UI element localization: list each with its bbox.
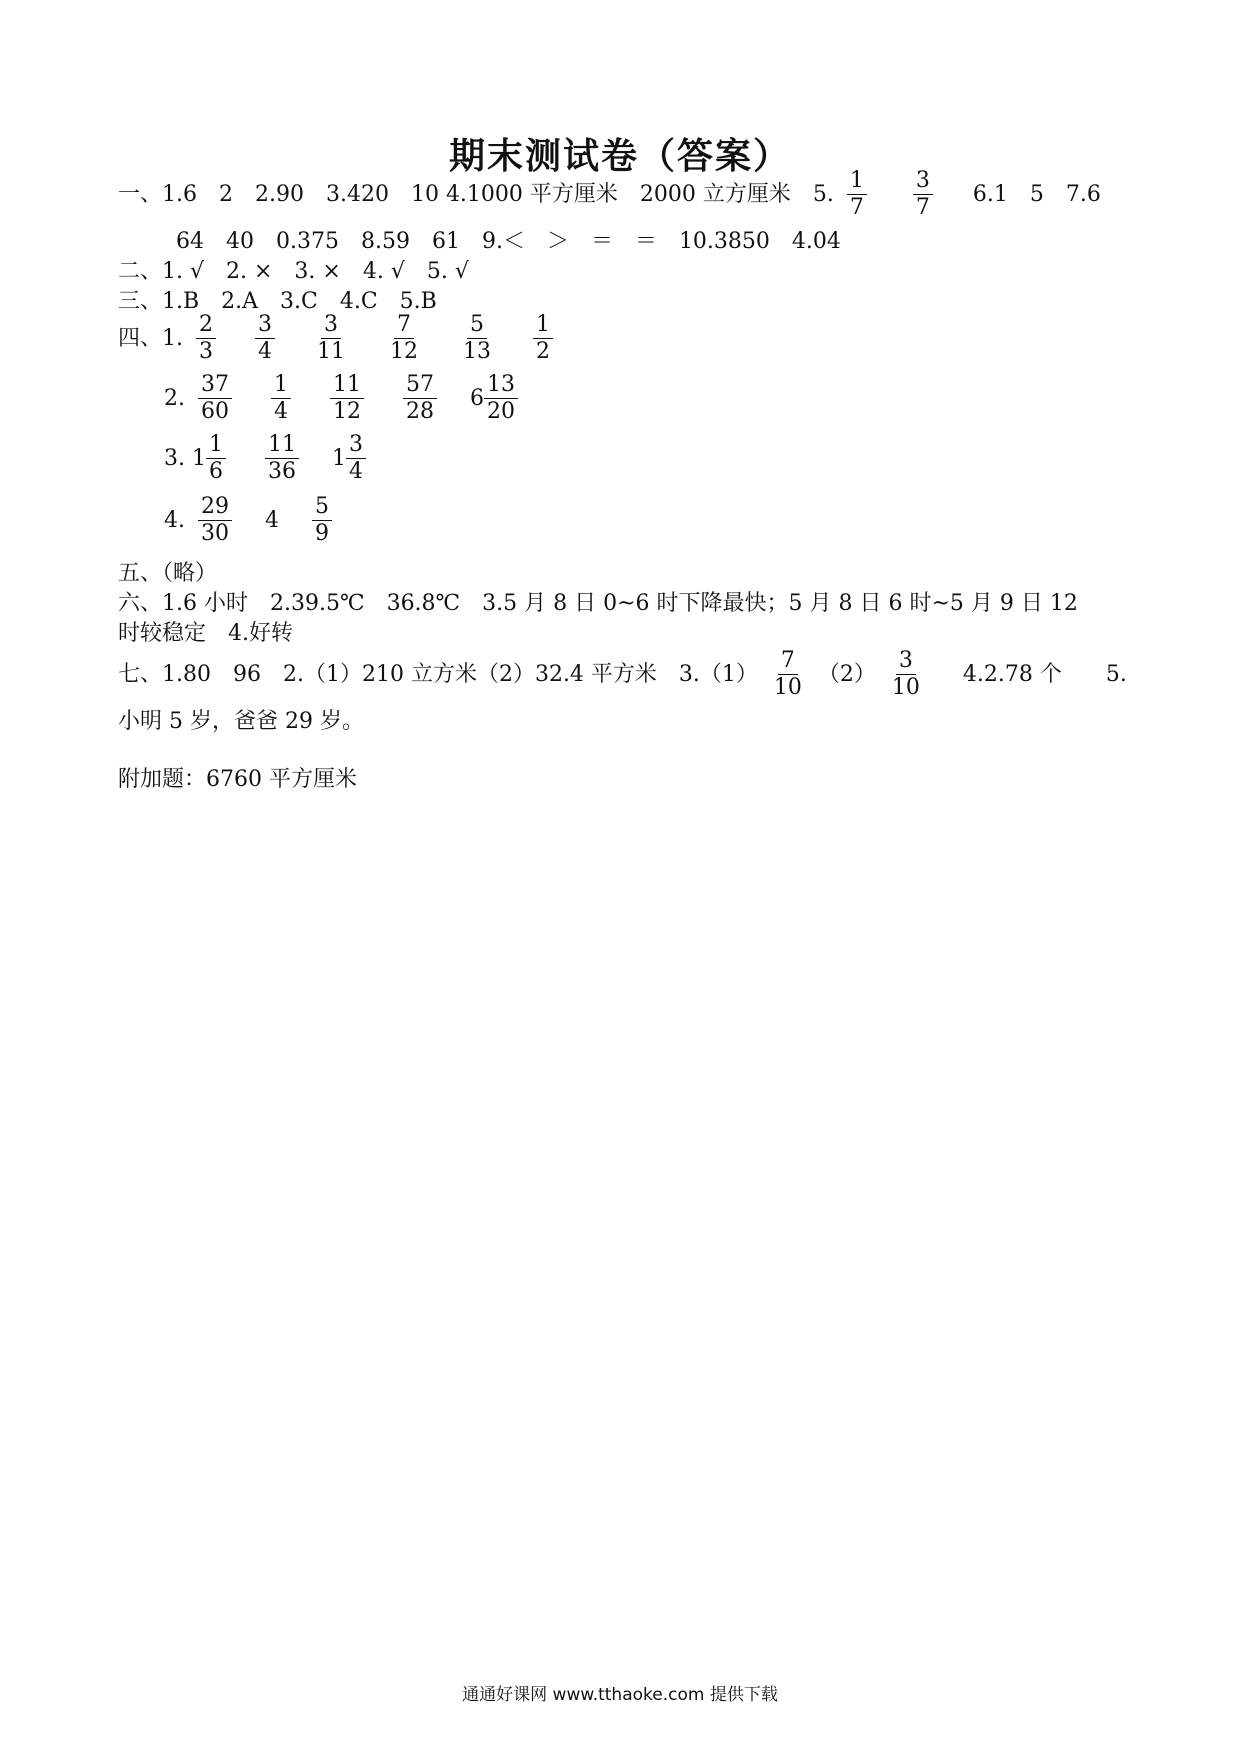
section-7-line-1: [118, 648, 1127, 702]
section-6-line-2: 时较稳定 4.好转: [118, 621, 293, 646]
section-4-row-2: [164, 372, 524, 426]
fraction: $\frac{5}{13}$: [463, 312, 491, 365]
fraction: $\frac{3}{7}$: [913, 168, 933, 222]
fraction: $\frac{7}{10}$: [773, 648, 802, 701]
section-7-text-a: 七、1.80 96 2.（1）210 立方米（2）32.4 平方米 3.（1）: [118, 661, 758, 687]
section-7-text-c: 4.2.78 个 5.: [962, 661, 1127, 687]
fraction: $\frac{37}{60}$: [198, 372, 232, 426]
section-2: 二、1. √ 2. × 3. × 4. √ 5. √: [118, 259, 469, 284]
footer-credit: 通通好课网 www.tthaoke.com 提供下载: [462, 1685, 778, 1705]
fraction: $\frac{29}{30}$: [198, 494, 232, 548]
section-1-text-a: 一、1.6 2 2.90 3.420 10 4.1000 平方厘米 2000 立方厘米 5.: [118, 181, 834, 207]
section-3: 三、1.B 2.A 3.C 4.C 5.B: [118, 289, 437, 314]
fraction: $\frac{2}{3}$: [196, 312, 216, 366]
fraction: $\frac{1}{7}$: [847, 168, 867, 222]
row-label: 四、1.: [118, 325, 183, 351]
extra-question: 附加题：6760 平方厘米: [118, 767, 357, 792]
fraction: $\frac{57}{28}$: [403, 372, 437, 426]
section-5: 五、（略）: [118, 561, 218, 586]
fraction: $\frac{7}{12}$: [390, 312, 418, 365]
section-6-line-1: 六、1.6 小时 2.39.5℃ 36.8℃ 3.5 月 8 日 0~6 时下降最快；5 月 8 日 6 时~5 月 9 日 12: [118, 591, 1078, 616]
mixed-number: 6 $\frac{13}{20}$: [470, 386, 524, 411]
fraction: $\frac{11}{12}$: [330, 372, 364, 426]
section-7-text-b: （2）: [817, 661, 876, 687]
fraction: $\frac{5}{9}$: [312, 494, 332, 548]
row-label: 4.: [164, 507, 185, 533]
section-4-row-4: [164, 494, 338, 548]
fraction: $\frac{3}{10}$: [891, 648, 920, 701]
page-title: 期末测试卷（答案）: [448, 136, 791, 177]
section-4-row-3: [164, 432, 372, 486]
fraction: $\frac{1}{2}$: [533, 312, 553, 366]
fraction: $\frac{3}{4}$: [255, 312, 275, 366]
mixed-number: 1 $\frac{1}{6}$: [192, 446, 232, 471]
section-4-row-1: [118, 312, 559, 366]
fraction: $\frac{3}{11}$: [317, 312, 345, 365]
section-1-line-2: 64 40 0.375 8.59 61 9.＜ ＞ ＝ ＝ 10.3850 4.04: [176, 229, 841, 254]
section-1-line-1: [118, 168, 1101, 222]
row-label: 2.: [164, 385, 185, 411]
fraction: $\frac{1}{4}$: [271, 372, 291, 426]
fraction: $\frac{11}{36}$: [265, 432, 299, 486]
integer-answer: 4: [265, 507, 279, 533]
section-7-line-2: 小明 5 岁，爸爸 29 岁。: [118, 709, 364, 734]
mixed-number: 1 $\frac{3}{4}$: [332, 446, 372, 471]
row-label: 3.: [164, 445, 185, 471]
section-1-text-b: 6.1 5 7.6: [972, 181, 1101, 207]
